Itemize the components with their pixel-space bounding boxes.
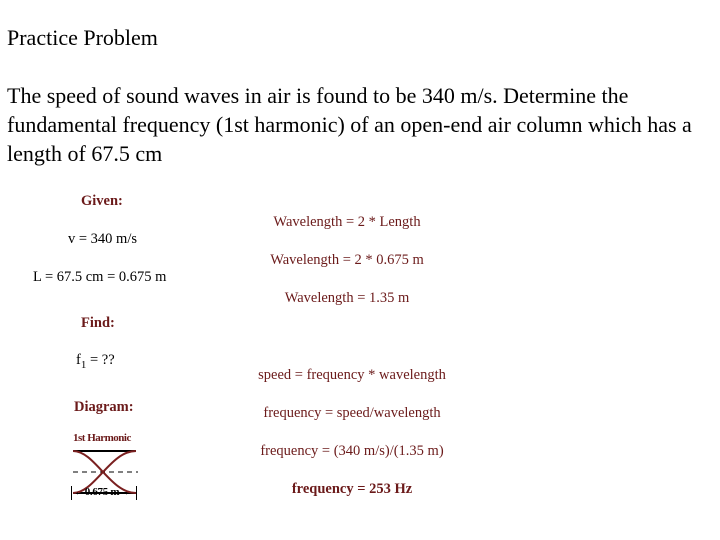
solution-step-2: Wavelength = 2 * 0.675 m — [270, 252, 424, 268]
diagram-label: Diagram: — [74, 399, 134, 415]
length-dimension — [71, 486, 137, 500]
solution-step-5: frequency = speed/wavelength — [263, 405, 441, 421]
find-rest: = ?? — [86, 352, 115, 368]
find-subscript: 1 — [80, 358, 87, 371]
length-arrow-label: ←0.675 m→ — [74, 486, 130, 498]
find-frequency — [76, 352, 115, 371]
solution-step-4: speed = frequency * wavelength — [258, 367, 446, 383]
given-velocity: v = 340 m/s — [68, 231, 138, 247]
slide-title: Practice Problem — [7, 25, 158, 50]
solution-answer: frequency = 253 Hz — [291, 481, 413, 497]
given-length: L = 67.5 cm = 0.675 m — [33, 269, 167, 285]
solution-step-3: Wavelength = 1.35 m — [284, 290, 410, 306]
solution-step-6: frequency = (340 m/s)/(1.35 m) — [260, 443, 444, 459]
given-label: Given: — [81, 193, 123, 209]
find-f: f — [76, 352, 81, 368]
harmonic-label: 1st Harmonic — [73, 432, 131, 444]
length-value: 0.675 m — [84, 486, 120, 498]
solution-step-1: Wavelength = 2 * Length — [273, 214, 421, 230]
problem-statement: The speed of sound waves in air is found to be 340 m/s. Determine the fundamental frequency (1st harmonic) of an open-end air column which has a length of 67.5 cm — [7, 83, 692, 166]
find-label: Find: — [81, 315, 115, 331]
